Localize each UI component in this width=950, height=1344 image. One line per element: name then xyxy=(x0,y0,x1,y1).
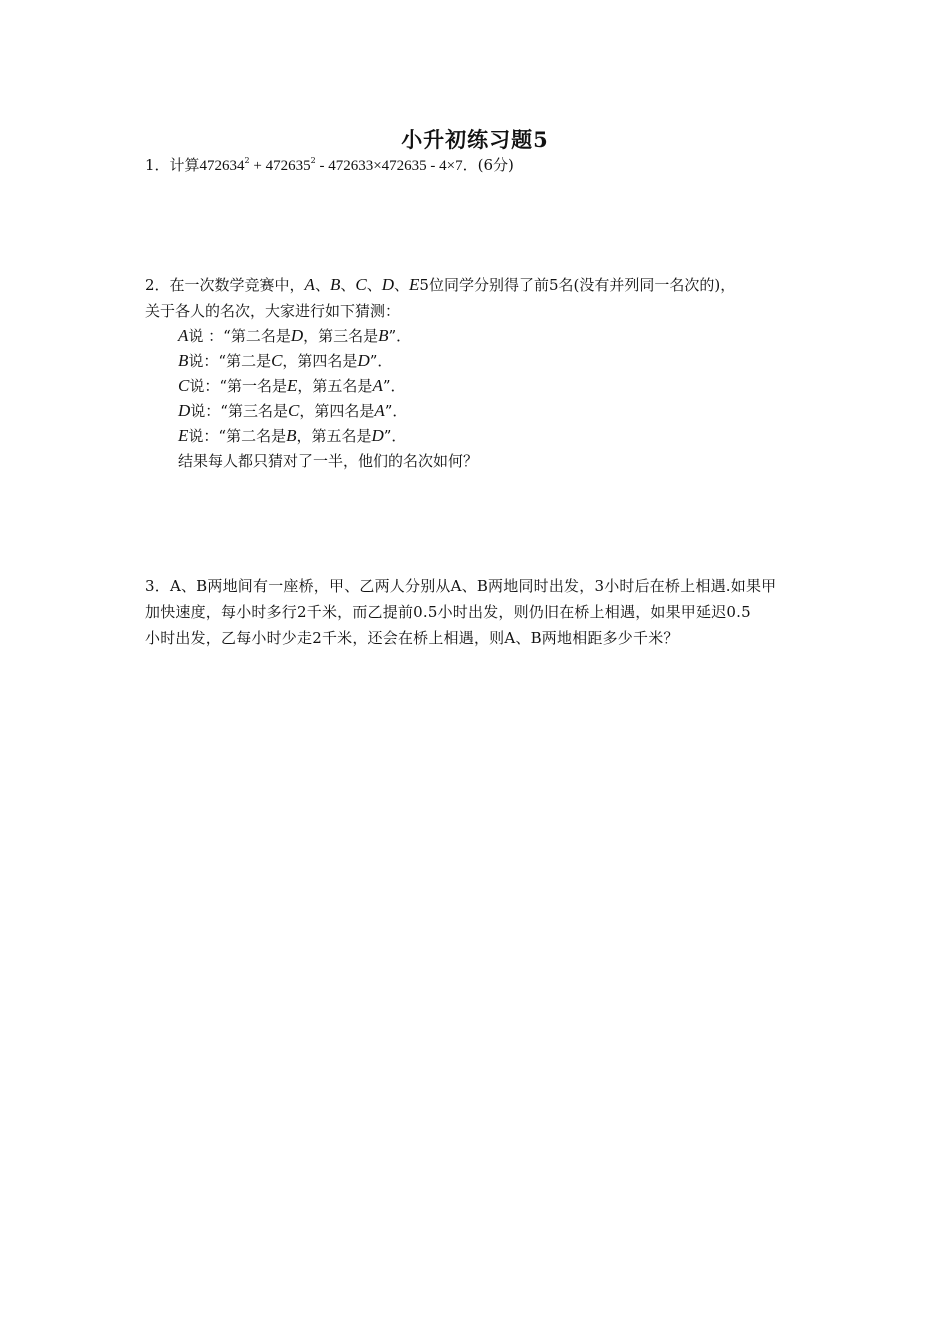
q2-sep: 、 xyxy=(340,276,356,294)
statement-end: ”． xyxy=(382,377,406,395)
q2-var-b: B xyxy=(329,275,341,294)
q1-term-2: 472635 xyxy=(265,158,311,174)
speaker-d: D xyxy=(178,401,191,420)
statement-text: 第二是 xyxy=(226,352,272,370)
var-b: B xyxy=(378,326,389,345)
statement-text: 说：“ xyxy=(188,352,227,370)
question-3-line-1: 3．A、B两地间有一座桥，甲、乙两人分别从A、B两地同时出发，3小时后在桥上相遇.如果甲 xyxy=(145,577,777,595)
statement-end: ”． xyxy=(383,427,407,445)
question-1 xyxy=(145,151,514,176)
statement-end: ”． xyxy=(369,352,393,370)
q1-term-1: 472634 xyxy=(199,158,245,174)
statement-text: 第三名是 xyxy=(227,402,288,420)
q2-statement-a xyxy=(178,326,411,346)
question-3-line-2: 加快速度，每小时多行2千米，而乙提前0.5小时出发，则仍旧在桥上相遇，如果甲延迟0.5 xyxy=(145,603,751,621)
page-title: 小升初练习题5 xyxy=(401,127,549,152)
q2-sep: 、 xyxy=(394,276,410,294)
q2-var-d: D xyxy=(381,275,394,294)
statement-text: ，第四名是 xyxy=(299,402,375,420)
statement-text: 第二名是 xyxy=(226,427,287,445)
question-3-line-3: 小时出发，乙每小时少走2千米，还会在桥上相遇，则A、B两地相距多少千米？ xyxy=(145,629,679,647)
statement-text: ，第五名是 xyxy=(296,427,372,445)
speaker-a: A xyxy=(178,326,189,345)
q1-expression-rest: - 472633×472635 - 4×7 xyxy=(315,158,463,174)
statement-text: 说：“ xyxy=(190,402,228,420)
question-2-line-1 xyxy=(145,275,735,295)
q2-statement-b xyxy=(178,351,392,371)
var-c: C xyxy=(287,401,300,420)
statement-end: ”． xyxy=(388,327,412,345)
q2-var-e: E xyxy=(409,275,420,294)
q2-statement-e xyxy=(178,426,406,446)
speaker-b: B xyxy=(178,351,189,370)
q2-var-c: C xyxy=(355,275,367,294)
q2-sep: 、 xyxy=(366,276,382,294)
speaker-c: C xyxy=(178,376,190,395)
statement-text: 说：“ xyxy=(188,427,227,445)
question-2-line-2: 关于各人的名次，大家进行如下猜测： xyxy=(145,302,401,320)
var-d: D xyxy=(371,426,384,445)
var-a: A xyxy=(372,376,383,395)
q2-sep: 、 xyxy=(314,276,330,294)
statement-text: ，第五名是 xyxy=(297,377,373,395)
var-b: B xyxy=(286,426,297,445)
statement-text: 说 ：“第二名是 xyxy=(188,327,291,345)
q1-prefix: 1．计算 xyxy=(145,156,200,174)
var-e: E xyxy=(287,376,298,395)
q2-lead-rest: 5位同学分别得了前5名(没有并列同一名次的)， xyxy=(419,276,736,294)
q2-statement-d xyxy=(178,401,407,421)
statement-text: ，第三名是 xyxy=(303,327,379,345)
q1-exponent-2: 2 xyxy=(310,156,316,165)
q2-var-a: A xyxy=(304,275,315,294)
statement-end: ”． xyxy=(384,402,408,420)
var-d: D xyxy=(290,326,304,345)
speaker-e: E xyxy=(178,426,189,445)
var-a: A xyxy=(374,401,385,420)
q1-plus: + xyxy=(249,158,266,174)
q1-exponent-1: 2 xyxy=(244,156,250,165)
q2-question: 结果每人都只猜对了一半，他们的名次如何？ xyxy=(178,452,479,470)
var-c: C xyxy=(271,351,283,370)
var-d: D xyxy=(357,351,370,370)
q2-lead: 2．在一次数学竞赛中， xyxy=(145,276,305,294)
statement-text: ，第四名是 xyxy=(282,352,358,370)
statement-text: 第一名是 xyxy=(227,377,288,395)
statement-text: 说：“ xyxy=(189,377,228,395)
q1-suffix: ．(6分) xyxy=(462,156,514,174)
q2-statement-c xyxy=(178,376,406,396)
